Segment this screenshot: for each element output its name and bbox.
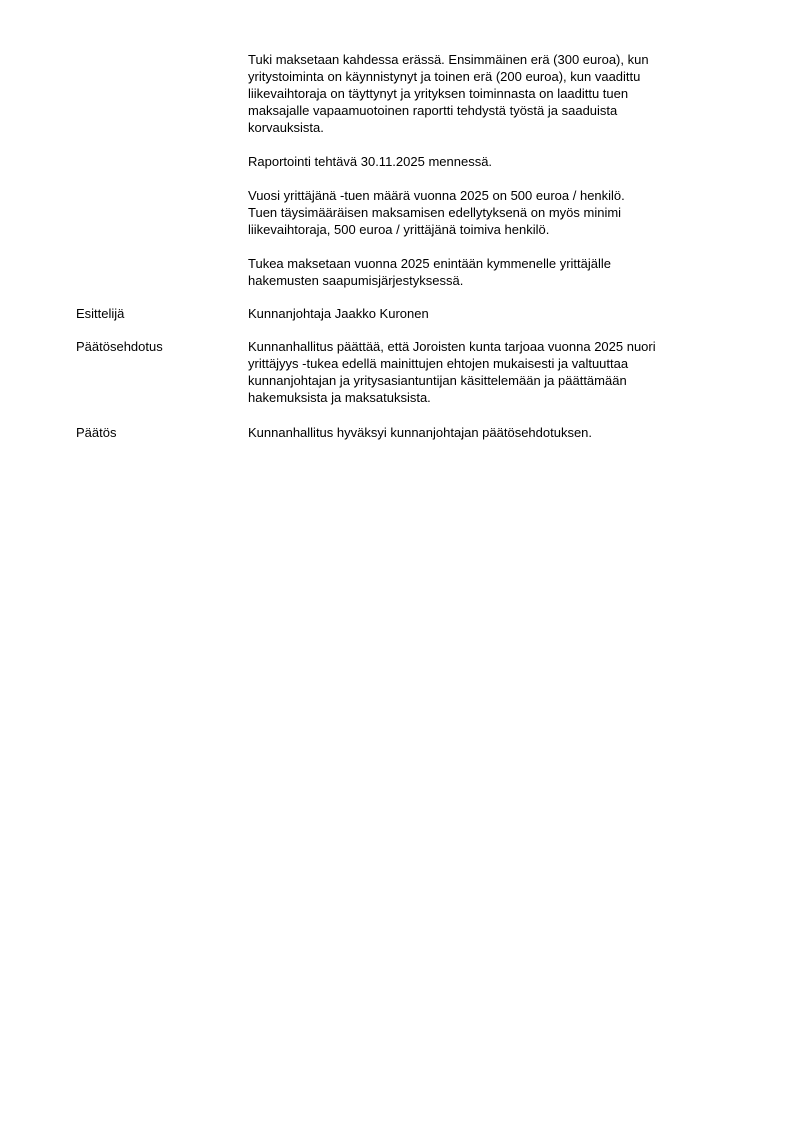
presenter-label: Esittelijä [76, 306, 125, 321]
proposal-label: Päätösehdotus [76, 339, 163, 354]
proposal-value: Kunnanhallitus päättää, että Joroisten kunta tarjoaa vuonna 2025 nuori yrittäjyys -tukea edellä mainittujen ehtojen mukaisesti ja valtuuttaa kunnanjohtajan ja yritysasiantuntijan käsittelemään ja päättämään hakemuksista ja maksatuksista. [248, 339, 656, 405]
decision-value: Kunnanhallitus hyväksyi kunnanjohtajan päätösehdotuksen. [248, 425, 593, 440]
decision-label: Päätös [76, 425, 117, 440]
paragraph-payment-installments: Tuki maksetaan kahdessa erässä. Ensimmäinen erä (300 euroa), kun yritystoiminta on käynnistynyt ja toinen erä (200 euroa), kun vaadittu liikevaihtoraja on täyttynyt ja yrityksen toiminnasta on laadittu tuen maksajalle vapaamuotoinen raportti tehdystä työstä ja saaduista korvauksista. [248, 52, 649, 135]
paragraph-reporting-deadline: Raportointi tehtävä 30.11.2025 mennessä. [248, 154, 493, 169]
presenter-value: Kunnanjohtaja Jaakko Kuronen [248, 306, 429, 321]
paragraph-support-limit: Tukea maksetaan vuonna 2025 enintään kymmenelle yrittäjälle hakemusten saapumisjärjestyksessä. [248, 256, 612, 288]
paragraph-support-amount: Vuosi yrittäjänä -tuen määrä vuonna 2025 on 500 euroa / henkilö. Tuen täysimääräisen maksamisen edellytyksenä on myös minimi liikevaihtoraja, 500 euroa / yrittäjänä toimiva henkilö. [248, 188, 625, 237]
body-text-block [248, 51, 718, 306]
